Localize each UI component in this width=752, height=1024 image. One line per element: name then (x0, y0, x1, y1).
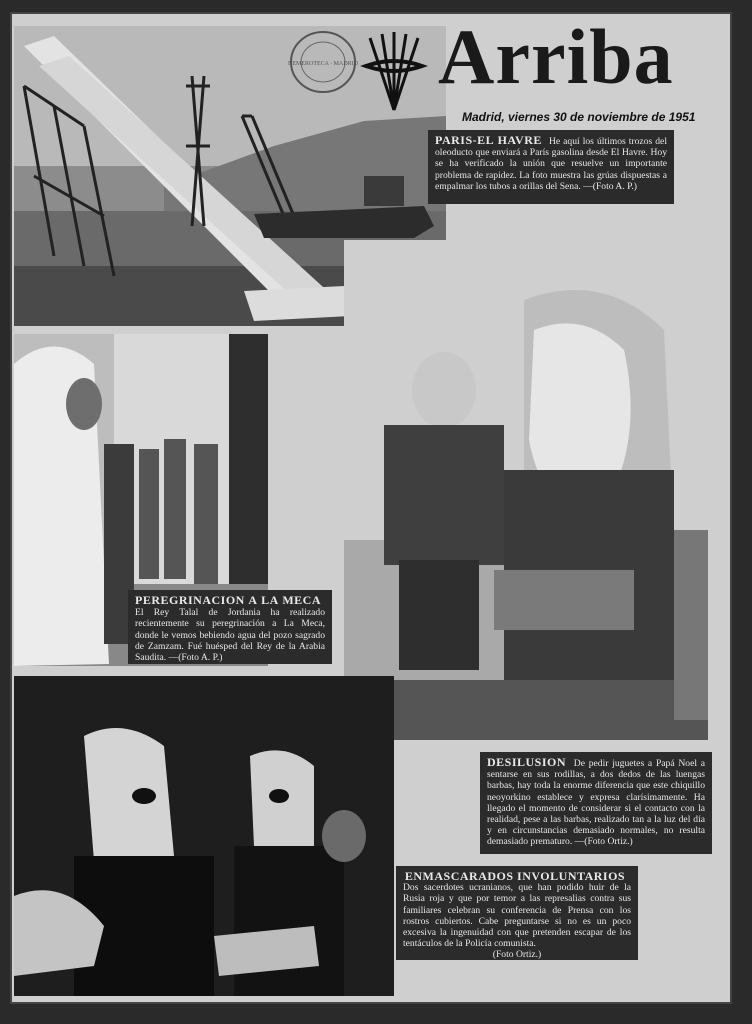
body: Dos sacerdotes ucranianos, que han podido huir de la Rusia roja y que por temor a las represalias contra sus familiares celebran su conferencia de Prensa con los rostros cubiertos. Cabe preguntarse si no es un poco excesiva la ingenuidad con que pretenden escapar de los tentáculos de la Policía comunista. (403, 882, 631, 950)
credit: (Foto Ortiz.) (492, 949, 542, 961)
headline: DESILUSION (487, 755, 567, 769)
photo-masked-priests (14, 676, 394, 996)
caption-desilusion (480, 752, 712, 854)
credit: —(Foto A. P.) (168, 652, 223, 664)
caption-peregrinacion (128, 590, 332, 664)
headline: ENMASCARADOS INVOLUNTARIOS (404, 869, 626, 883)
credit: —(Foto A. P.) (583, 180, 637, 192)
body: He aquí los últimos trozos del oleoducto que enviará a París gasolina desde El Havre. Hoy se ha verificado la unión que resuelve un importante problema de rapidez. La foto muestra las grúas dispuestas a empalmar los tubos a orillas del Sena. (435, 136, 667, 192)
headline: PEREGRINACION A LA MECA (135, 593, 321, 607)
library-stamp (288, 28, 358, 96)
body: El Rey Talal de Jordania ha realizado recientemente su peregrinación a La Meca, donde le vemos bebiendo agua del pozo sagrado de Zamzam. Fué huésped del Rey de la Arabia Saudita. (135, 607, 325, 664)
dateline: Madrid, viernes 30 de noviembre de 1951 (462, 110, 696, 124)
caption-paris-el-havre (428, 130, 674, 204)
photo-santa-crying-child (344, 240, 708, 740)
caption-enmascarados (396, 866, 638, 960)
headline: PARIS-EL HAVRE (435, 133, 542, 147)
body: De pedir juguetes a Papá Noel a sentarse en sus rodillas, a dos dedos de las luengas barbas, hay toda la enorme diferencia que este chiquillo neoyorkino establece y expresa clarísimamente. Ha llegado el momento de considerar si el contacto con la realidad, pese a las barbas, realizado tan a la luz del día y en circunstancias demasiado normales, no resulta demasiado prematuro. (487, 758, 706, 848)
masthead-title: Arriba (438, 13, 674, 100)
credit: —(Foto Ortiz.) (574, 836, 633, 848)
stamp-text: HEMEROTECA · MADRID (288, 61, 358, 67)
yoke-and-arrows-emblem (360, 30, 428, 114)
